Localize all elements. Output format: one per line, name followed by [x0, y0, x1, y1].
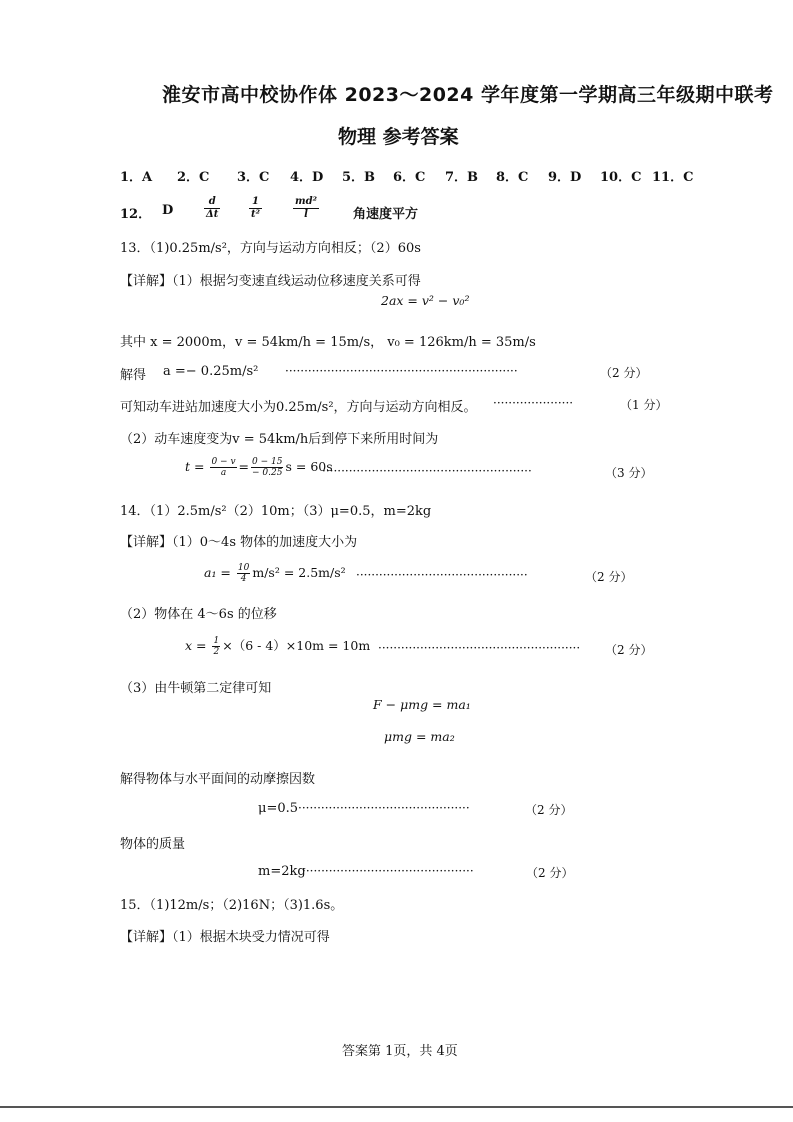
q14-newton-eq-2: μmg = ma₂: [384, 729, 455, 744]
choice-answer: 3．C: [237, 170, 270, 185]
choice-answer: 7．B: [445, 170, 479, 185]
q14-m-dots: ·············································: [302, 864, 474, 878]
q14-disp-formula: [185, 636, 370, 657]
q13-time-dots: ·······················································: [322, 464, 532, 478]
q12-f3-den: l: [304, 209, 308, 220]
q13-t-f1-den: a: [220, 468, 227, 478]
q14-x-lhs: x =: [185, 638, 207, 653]
choice-answer: 2．C: [177, 170, 210, 185]
q12-answer-5: 角速度平方: [353, 207, 419, 222]
q14-mu-points: （2 分）: [525, 803, 573, 817]
q13-equation-1: 2ax = v² − v₀²: [381, 293, 470, 308]
q13-t-f2-num: 0 − 15: [252, 457, 283, 467]
q14-disp-points: （2 分）: [605, 643, 653, 657]
q13-solve-label: 解得: [120, 368, 147, 383]
q14-newton-eq-1: F − μmg = ma₁: [373, 697, 471, 712]
choice-answer: 9．D: [548, 170, 582, 185]
q12-number: 12．: [120, 207, 152, 222]
q14-x-frac: [212, 636, 220, 657]
choice-answer: 8．C: [496, 170, 529, 185]
q12-fraction-2: [249, 196, 262, 221]
q13-t-frac-2: [251, 457, 283, 478]
q12-f2-num: 1: [249, 196, 262, 209]
q13-conclusion-dots: ·····················: [493, 396, 574, 410]
q13-time-formula: t = $\frac{0 - v}{a}$ = $\frac{0 - 15}{- 0.25}$ s = 60s: [185, 457, 333, 478]
q12-f3-num: md²: [295, 196, 317, 207]
q13-given: 其中 x = 2000m，v = 54km/h = 15m/s， v₀ = 126km/h = 35m/s: [120, 335, 536, 350]
q14-a1-rhs: m/s² = 2.5m/s²: [252, 565, 346, 580]
q14-x-den: 2: [213, 647, 220, 657]
q14-m-value: m=2kg: [258, 864, 306, 879]
q14-disp-dots: ·····················································: [378, 641, 581, 655]
q15-head: 15．（1)12m/s；（2)16N；（3)1.6s。: [120, 898, 344, 913]
q14-detail: 【详解】（1）0～4s 物体的加速度大小为: [120, 535, 358, 550]
q14-m-points: （2 分）: [526, 866, 574, 880]
q13-part2: （2）动车速度变为v = 54km/h后到停下来所用时间为: [120, 432, 439, 447]
q14-part3: （3）由牛顿第二定律可知: [120, 681, 272, 696]
q14-solve-mu-text: 解得物体与水平面间的动摩擦因数: [120, 772, 316, 787]
choice-answer: 10．C: [600, 170, 642, 185]
q13-detail: 【详解】（1）根据匀变速直线运动位移速度关系可得: [120, 274, 421, 289]
q13-t-f2-den: − 0.25: [252, 468, 283, 478]
q13-t-rhs: s = 60s: [285, 459, 333, 474]
q12-fraction-3: [293, 196, 319, 221]
q12-f2-den: t²: [251, 209, 260, 220]
q13-t-lhs: t =: [185, 459, 205, 474]
q14-x-rhs: ×（6 ‐ 4）×10m = 10m: [222, 638, 371, 653]
q14-mu-dots: ·············································: [298, 801, 470, 815]
q14-a1-num: 10: [237, 563, 250, 573]
page-subtitle: 物理 参考答案: [338, 126, 459, 148]
q12-fraction-1: [204, 196, 220, 221]
page-footer: 答案第 1页，共 4页: [342, 1044, 458, 1059]
q12-answer-1: D: [162, 203, 174, 218]
q13-head: 13．（1)0.25m/s²，方向与运动方向相反；（2）60s: [120, 241, 421, 256]
q13-t-f1-num: 0 − v: [211, 457, 236, 467]
q14-a1-lhs: a₁ =: [204, 565, 231, 580]
q14-accel-dots: ·············································: [356, 568, 528, 582]
choice-answer: 5．B: [342, 170, 376, 185]
choice-answer: 1．A: [120, 170, 153, 185]
q15-detail: 【详解】（1）根据木块受力情况可得: [120, 930, 330, 945]
q14-accel-formula: [204, 563, 346, 584]
page-bottom-rule: [0, 1106, 793, 1108]
q14-x-num: 1: [213, 636, 220, 646]
choice-answer: 4．D: [290, 170, 324, 185]
q14-accel-points: （2 分）: [585, 570, 633, 584]
q14-mass-text: 物体的质量: [120, 837, 186, 852]
q14-head: 14．（1）2.5m/s²（2）10m；（3）μ=0.5，m=2kg: [120, 504, 432, 519]
q13-time-points: （3 分）: [605, 466, 653, 480]
page-title: 淮安市高中校协作体 2023～2024 学年度第一学期高三年级期中联考: [162, 84, 774, 106]
q13-solve-dots: ·····························································: [285, 364, 518, 378]
choice-answer: 6．C: [393, 170, 426, 185]
q13-solve-expr: a =− 0.25m/s²: [163, 364, 259, 379]
q13-solve-points: （2 分）: [600, 366, 648, 380]
q14-a1-den: 4: [240, 574, 247, 584]
q14-mu-value: μ=0.5: [258, 801, 299, 816]
q12-f1-den: Δt: [206, 209, 219, 220]
q12-f1-num: d: [204, 196, 220, 209]
q13-conclusion: 可知动车进站加速度大小为0.25m/s²，方向与运动方向相反。: [120, 400, 477, 415]
q13-t-frac-1: [210, 457, 236, 478]
q14-part2: （2）物体在 4～6s 的位移: [120, 607, 277, 622]
choice-answer: 11．C: [652, 170, 694, 185]
q13-conclusion-points: （1 分）: [620, 398, 668, 412]
q14-a1-frac: [237, 563, 250, 584]
